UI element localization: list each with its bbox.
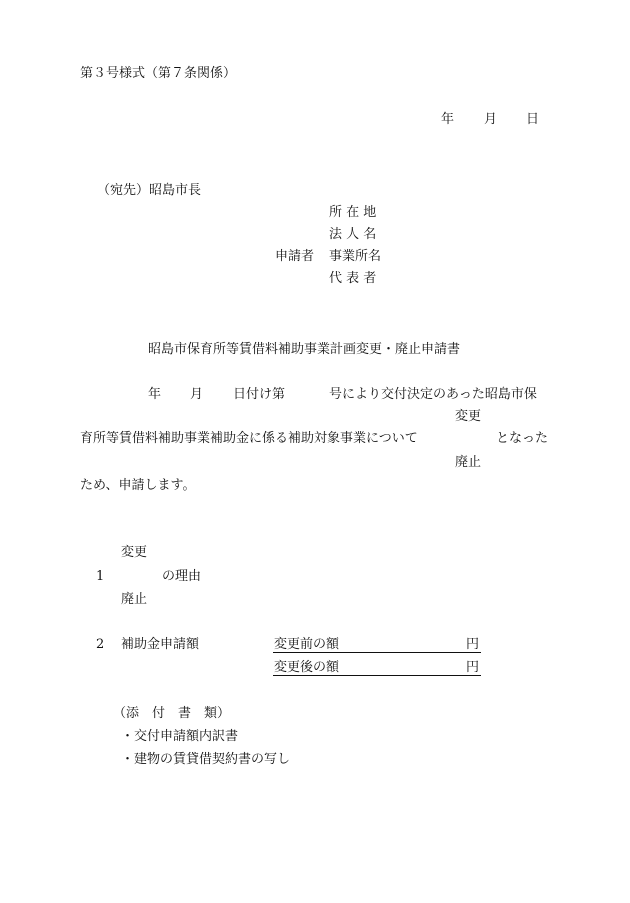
- field-representative-label: 代 表 者: [329, 271, 377, 286]
- form-number: 第３号様式（第７条関係）: [80, 66, 237, 81]
- item1-reason-label: の理由: [162, 569, 202, 584]
- option-abolish: 廃止: [455, 455, 482, 470]
- document-title: 昭島市保育所等賃借料補助事業計画変更・廃止申請書: [148, 342, 461, 357]
- item1-option-abolish: 廃止: [121, 592, 148, 607]
- amount-after-label: 変更後の額: [274, 660, 340, 675]
- amount-before-underline: [273, 652, 481, 653]
- amount-before-label: 変更前の額: [274, 637, 340, 652]
- attachment-item: ・建物の賃貸借契約書の写し: [121, 752, 291, 767]
- attachment-item: ・交付申請額内訳書: [121, 729, 239, 744]
- date-day-label: 日: [526, 112, 540, 127]
- body-month: 月: [190, 387, 204, 402]
- item2-label: 補助金申請額: [121, 637, 200, 652]
- attachments-heading: （添 付 書 類）: [113, 706, 231, 721]
- body-year: 年: [148, 387, 162, 402]
- field-office-label: 事業所名: [329, 249, 382, 264]
- date-year-label: 年: [441, 112, 455, 127]
- addressee: （宛先）昭島市長: [97, 183, 202, 198]
- applicant-label: 申請者: [275, 249, 315, 264]
- amount-after-unit: 円: [466, 660, 480, 675]
- body-line-2-end: となった: [496, 431, 549, 446]
- item1-option-change: 変更: [121, 545, 148, 560]
- field-address-label: 所 在 地: [329, 205, 377, 220]
- body-day: 日付け第: [233, 387, 286, 402]
- option-change: 変更: [455, 409, 482, 424]
- amount-before-unit: 円: [466, 637, 480, 652]
- body-line-2: 育所等賃借料補助事業補助金に係る補助対象事業について: [80, 431, 418, 446]
- item1-number: 1: [96, 569, 105, 584]
- amount-after-underline: [273, 675, 481, 676]
- body-line-3: ため、申請します。: [80, 478, 196, 493]
- body-line-1: 号により交付決定のあった昭島市保: [329, 387, 537, 402]
- field-corporation-label: 法 人 名: [329, 227, 377, 242]
- item2-number: 2: [96, 637, 105, 652]
- date-month-label: 月: [484, 112, 498, 127]
